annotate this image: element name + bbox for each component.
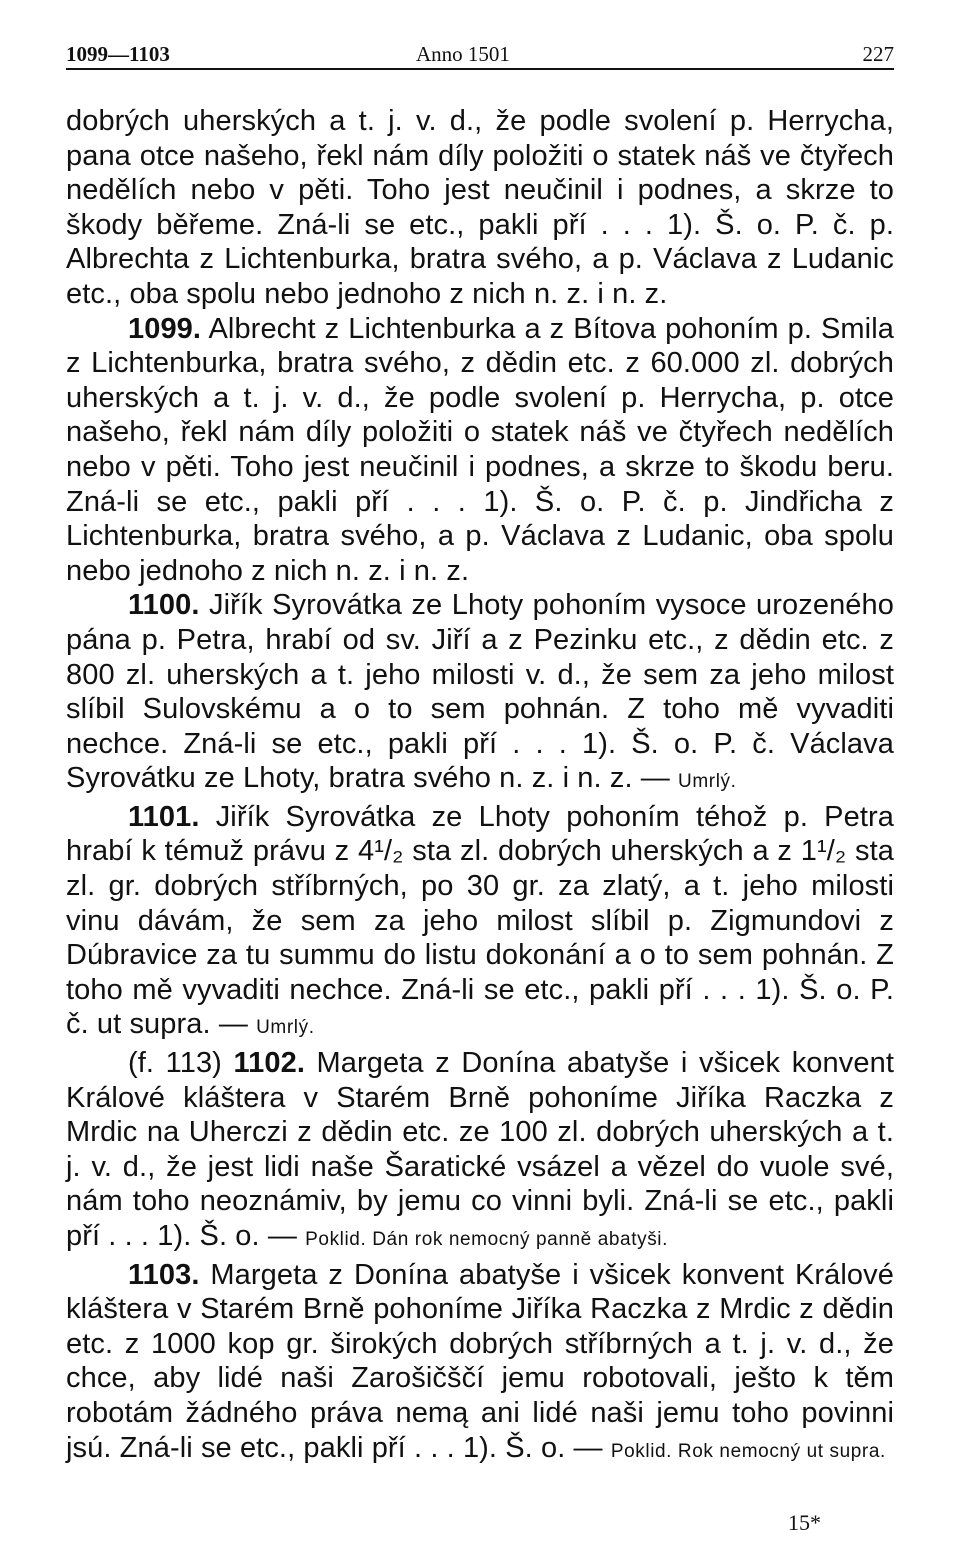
page — [66, 28, 894, 1469]
paragraph-text: Margeta z Donína abatyše i všicek konvent Králové kláštera v Starém Brně pohoníme Jiříka Raczka z Mrdic z dědin etc. z 1000 kop gr. širokých dobrých stříbrných a t. j. v. d., že chce, aby lidé naši Zarošičščí jemu robotovali, ješto k těm robotám žádného práva nemą ani lidé naši jemu toho povinni jsú. Zná-li se etc., pakli pří . . . 1). Š. o. — — [66, 1258, 894, 1464]
entry-note: Poklid. Dán rok nemocný panně abatyši. — [305, 1229, 669, 1250]
paragraph-text: Margeta z Donína abatyše i všicek konvent Králové kláštera v Starém Brně pohoníme Jiříka Raczka z Mrdic na Uherczi z dědin etc. ze 100 zl. dobrých uherských a t. j. v. d., že jest lidi naše Šaratické vsázel a vězel do vuole své, nám toho neoznámiv, by jemu co vinni byli. Zná-li se etc., pakli pří . . . 1). Š. o. — — [66, 1047, 894, 1252]
entry-1103 — [66, 1258, 894, 1470]
entry-1102 — [66, 1046, 894, 1258]
entry-1101 — [66, 800, 894, 1046]
entry-1100 — [66, 588, 894, 800]
entry-range: 1099—1103 — [66, 42, 170, 66]
entry-note: Poklid. Rok nemocný ut supra. — [610, 1440, 886, 1462]
paragraph-text: Jiřík Syrovátka ze Lhoty pohoním téhož p. Petra hrabí k témuž právu z 4¹/₂ sta zl. dobrých uherských a z 1¹/₂ sta zl. gr. dobrých stříbrných, po 30 gr. za zlatý, a t. jeho milosti vinu dávám, že sem za jeho milost slíbil p. Zigmundovi z Dúbravice za tu summu do listu dokonání a o to sem pohnán. Z toho mě vyvaditi nechce. Zná-li se etc., pakli pří . . . 1). Š. o. P. č. ut supra. — — [66, 800, 894, 1041]
paragraph-text: Albrecht z Lichtenburka a z Bítova pohoním p. Smila z Lichtenburka, bratra svého, z dědin etc. z 60.000 zl. dobrých uherských a t. j. v. d., že podle svolení p. Herrycha, p. otce našeho, řekl nám díly položiti o statek náš ve čtyřech nedělích nebo v pěti. Toho jest neučinil i podnes, a skrze to škodu beru. Zná-li se etc., pakli pří . . . 1). Š. o. P. č. p. Jindřicha z Lichtenburka, bratra svého, a p. Václava z Ludanic, oba spolu nebo jednoho z nich n. z. i n. z. — [66, 312, 894, 587]
page-number: 227 — [862, 42, 894, 66]
entry-number: 1103. — [128, 1258, 200, 1291]
entry-number: 1099. — [128, 312, 202, 345]
paragraph-text: dobrých uherských a t. j. v. d., že podle svolení p. Herrycha, pana otce našeho, řekl nám díly položiti o statek náš ve čtyřech nedělích nebo v pěti. Toho jest neučinil i podnes, a skrze to škody běřeme. Zná-li se etc., pakli pří . . . 1). Š. o. P. č. p. Albrechta z Lichtenburka, bratra svého, a p. Václava z Ludanic etc., oba spolu nebo jednoho z nich n. z. i n. z. — [66, 105, 894, 310]
entry-number: 1101. — [128, 800, 200, 833]
paragraph-text: Jiřík Syrovátka ze Lhoty pohoním vysoce urozeného pána p. Petra, hrabí od sv. Jiří a z Pezinku etc., z dědin etc. z 800 zl. uherských a t. jeho milosti v. d., že sem za jeho milost slíbil Sulovskému a o to sem pohnán. Z toho mě vyvaditi nechce. Zná-li se etc., pakli pří . . . 1). Š. o. P. č. Václava Syrovátku ze Lhoty, bratra svého n. z. i n. z. — — [66, 589, 894, 795]
signature-mark: 15* — [788, 1510, 821, 1535]
entry-1099 — [66, 312, 894, 589]
page-body — [66, 104, 894, 1469]
running-title-year: Anno 1501 — [416, 42, 510, 66]
entry-note: Umrlý. — [256, 1017, 315, 1039]
entry-number: 1102. — [233, 1047, 305, 1080]
paragraph-continued — [66, 104, 894, 312]
entry-number: 1100. — [128, 589, 200, 622]
entry-note: Umrlý. — [678, 771, 737, 793]
running-head — [66, 28, 894, 70]
folio-reference: (f. 113) — [128, 1047, 222, 1080]
